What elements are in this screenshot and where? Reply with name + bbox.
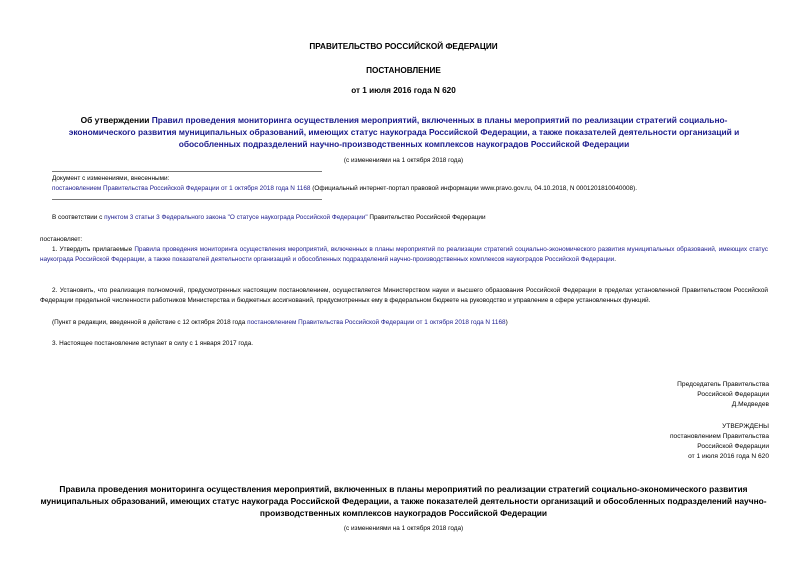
divider-top (52, 171, 322, 172)
item-1-prefix: 1. Утвердить прилагаемые (52, 246, 135, 253)
item-1 (40, 245, 768, 264)
amendments-line (52, 184, 772, 194)
amendments-suffix: (Официальный интернет-портал правовой информации www.pravo.gov.ru, 04.10.2018, N 0001201810040008). (310, 185, 638, 192)
rules-revision-note: (с изменениями на 1 октября 2018 года) (343, 525, 464, 532)
date-number-heading: от 1 июля 2016 года N 620 (351, 86, 456, 95)
item-2-note (52, 318, 768, 328)
item-3: 3. Настоящее постановление вступает в силу с 1 января 2017 года. (52, 340, 254, 347)
approval-block (670, 422, 769, 462)
government-heading: ПРАВИТЕЛЬСТВО РОССИЙСКОЙ ФЕДЕРАЦИИ (309, 42, 498, 51)
revision-note: (с изменениями на 1 октября 2018 года) (343, 157, 464, 164)
signature-block (677, 380, 769, 410)
divider-bottom (52, 199, 322, 200)
approval-line-4: от 1 июля 2016 года N 620 (688, 453, 769, 460)
item-2-note-prefix: (Пункт в редакции, введенной в действие с 12 октября 2018 года (52, 319, 248, 326)
approval-line-1: УТВЕРЖДЕНЫ (722, 423, 769, 430)
title-rules-link[interactable]: Правил проведения мониторинга осуществления мероприятий, включенных в планы мероприятий по реализации стратегий социально-экономического развития муниципальных образований, имеющих статус наукограда Российской Федерации, а также показателей деятельности организаций и обособленных подразделений научно-производственных комплексов наукоградов Российской Федерации (68, 115, 740, 149)
item-1-rules-link[interactable]: Правила проведения мониторинга осуществления мероприятий, включенных в планы мероприятий по реализации стратегий социально-экономического развития муниципальных образований, имеющих статус наукограда Российской Федерации, а также показателей деятельности организаций и обособленных подразделений научно-производственных комплексов наукоградов Российской Федерации (40, 246, 768, 263)
amendments-link[interactable]: постановлением Правительства Российской Федерации от 1 октября 2018 года N 1168 (52, 185, 311, 192)
preamble-suffix: Правительство Российской Федерации (367, 214, 486, 221)
approval-line-2: постановлением Правительства (669, 433, 769, 440)
preamble (52, 213, 772, 223)
rules-title: Правила проведения мониторинга осуществления мероприятий, включенных в планы мероприятий по реализации стратегий социально-экономического развития муниципальных образований, имеющих статус наукограда Российской Федерации, а также показателей деятельности организаций и обособленных подразделений научно-производственных комплексов наукоградов Российской Федерации (40, 484, 767, 518)
item-2: 2. Установить, что реализация полномочий, предусмотренных настоящим постановлением, осуществляется Министерством науки и высшего образования Российской Федерации в пределах установленной Правительством Российской Федерации предельной численности работников Министерства и бюджетных ассигнований, предусмотренных ему в федеральном бюджете на руководство и управление в сфере установленных функций. (40, 287, 768, 304)
signature-line-2: Российской Федерации (697, 391, 769, 398)
amendments-label: Документ с изменениями, внесенными: (52, 175, 170, 182)
title-prefix: Об утверждении (80, 115, 152, 125)
item-2-note-suffix: ) (505, 319, 508, 326)
item-1-suffix: . (614, 255, 617, 263)
signature-line-1: Председатель Правительства (677, 381, 769, 388)
doc-type-heading: ПОСТАНОВЛЕНИЕ (366, 66, 441, 75)
signature-line-3: Д.Медведев (731, 401, 769, 408)
document-title (50, 114, 758, 150)
federal-law-link[interactable]: пунктом 3 статьи 3 Федерального закона "О статусе наукограда Российской Федерации" (104, 214, 368, 221)
item-2-note-link[interactable]: постановлением Правительства Российской Федерации от 1 октября 2018 года N 1168 (247, 319, 506, 326)
preamble-prefix: В соответствии с (52, 214, 105, 221)
approval-line-3: Российской Федерации (697, 443, 769, 450)
resolves-word: постановляет: (40, 236, 83, 243)
